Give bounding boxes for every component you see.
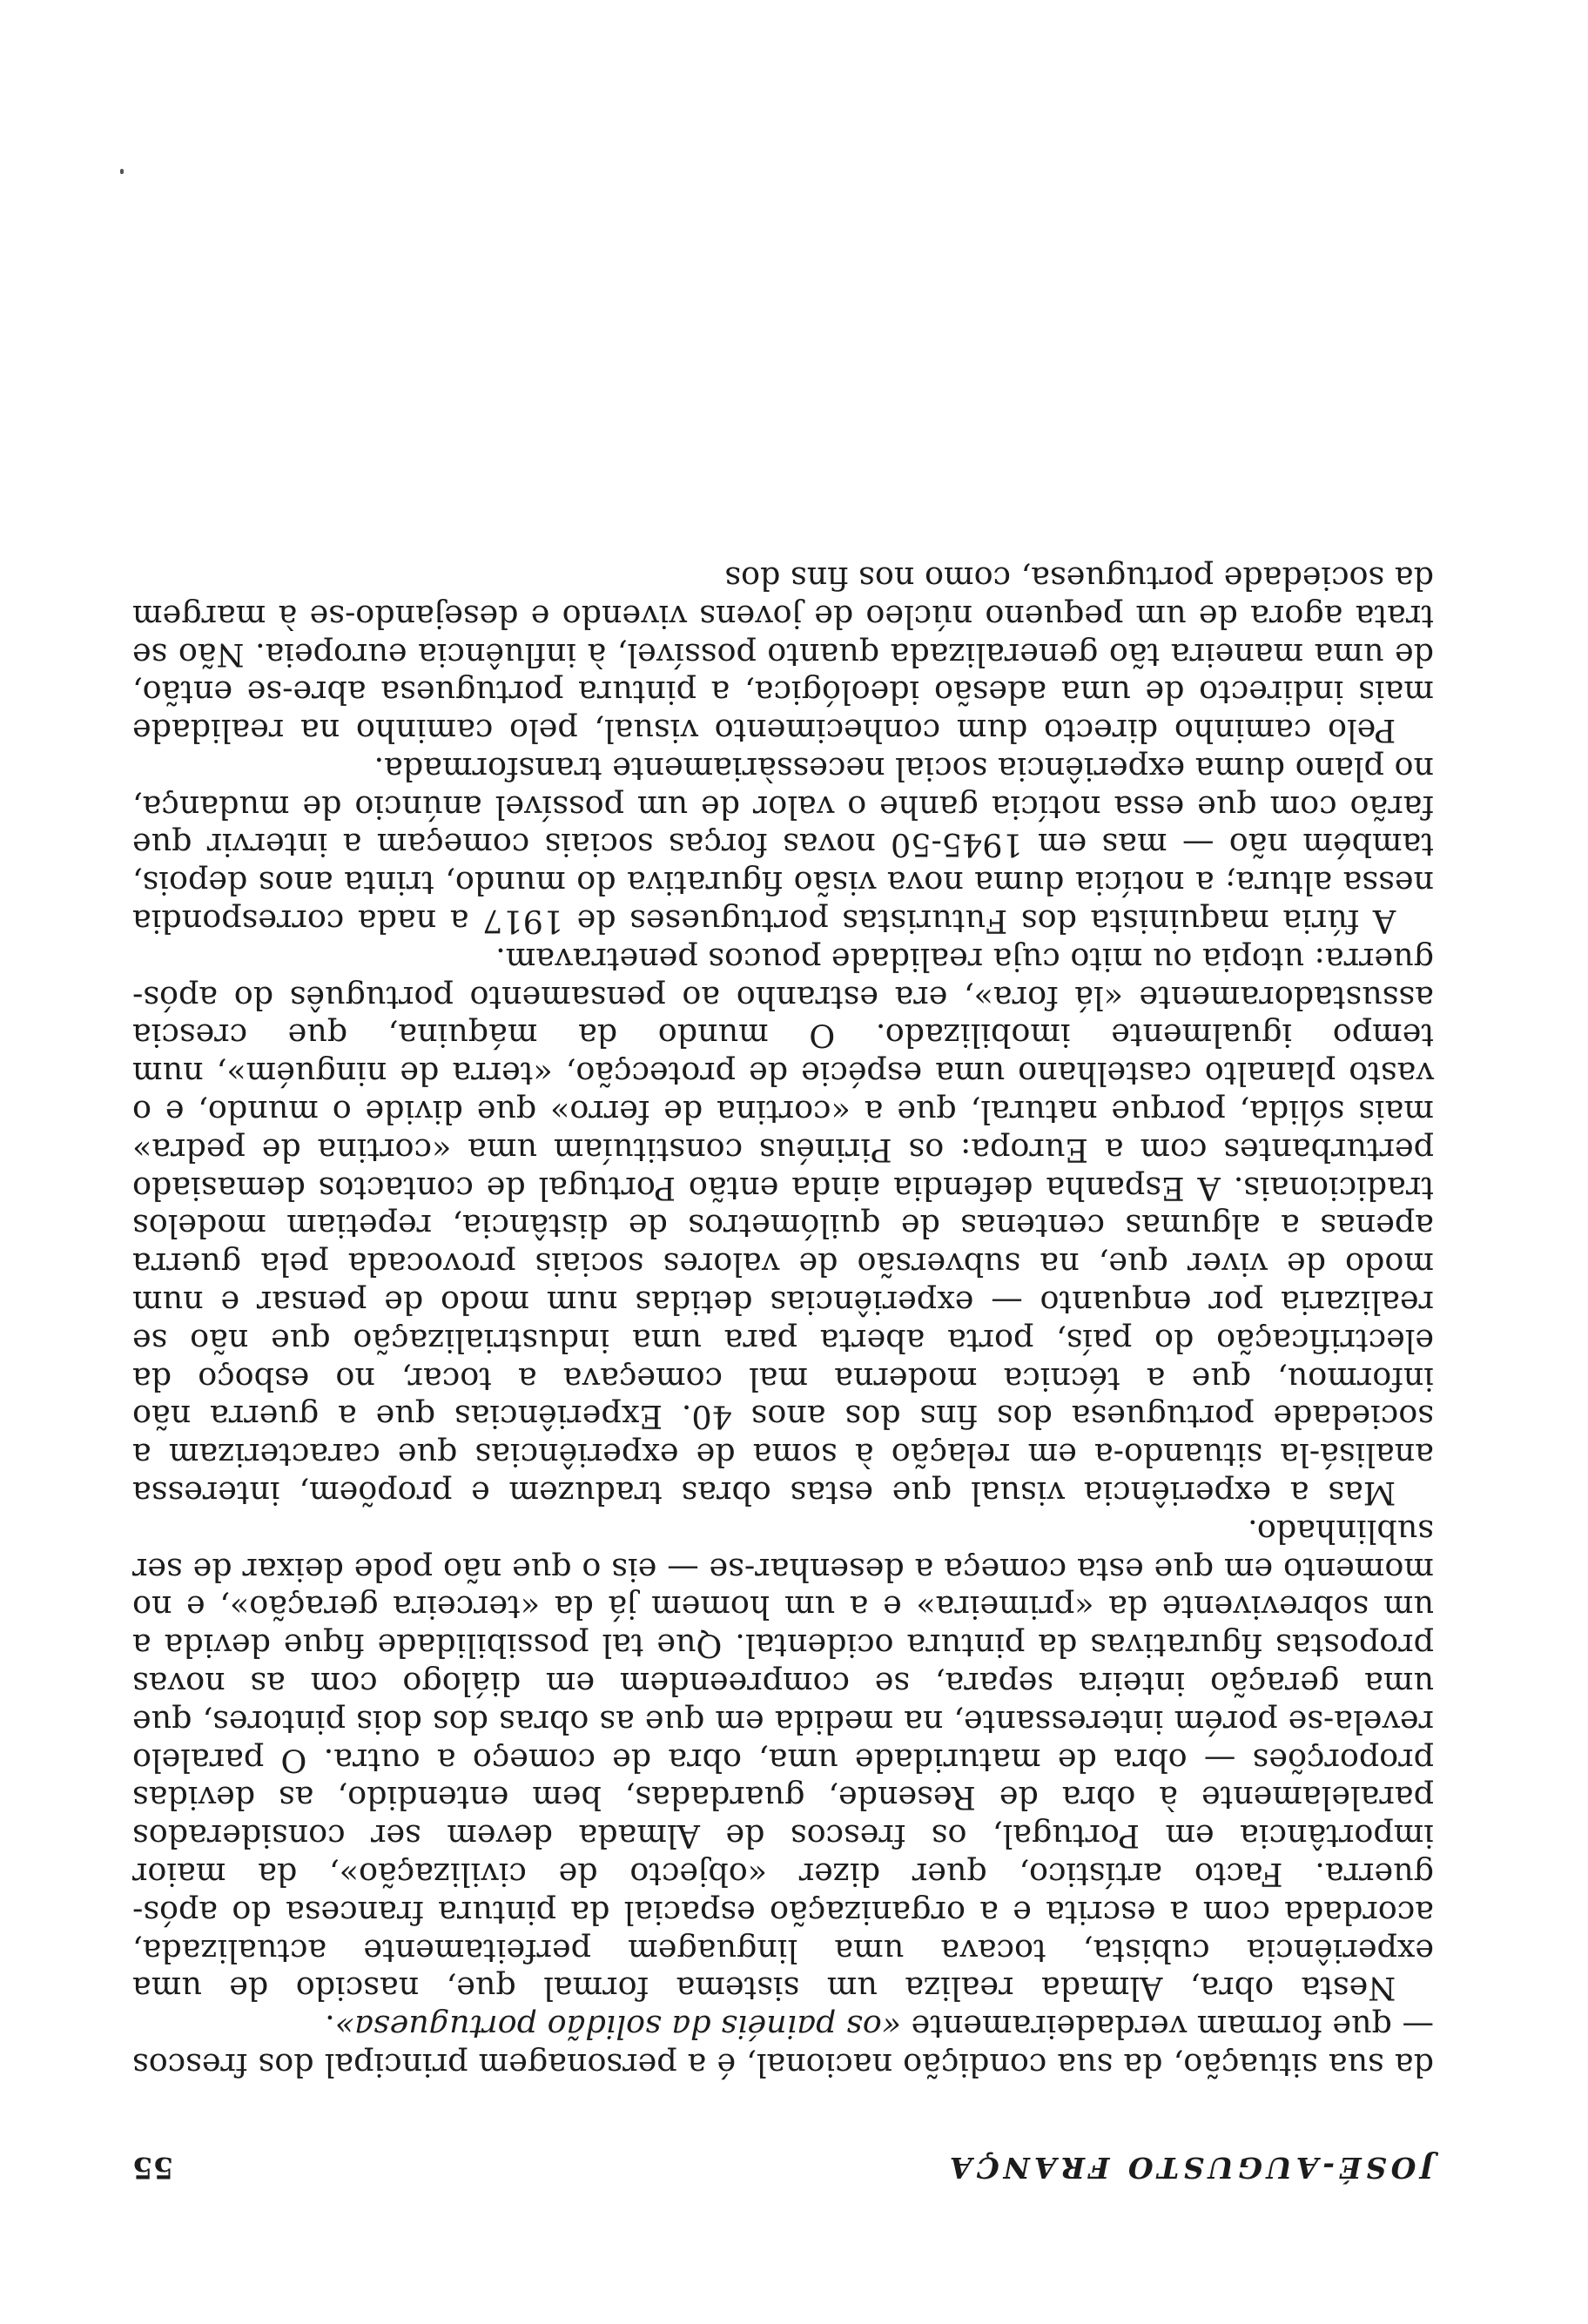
- body-text: [132, 559, 1434, 2084]
- paragraph-3: Mas a experiência visual que estas obras traduzem e propõem, interessa analisá-la situando-a em relação à soma de experiências que caracterizam a sociedade portuguesa dos fins dos anos 40. Experiências que a guerra não informou, que a técnica moderna mal começava a tocar, no esboço da electrificação do país, porta aberta para uma industrialização que não se realizaria por enquanto — experiências detidas num modo de pensar e num modo de viver que, na subversão de valores sociais provocada pela guerra apenas a algumas centenas de quilómetros de distância, repetiam modelos tradicionais. A Espanha defendia ainda então Portugal de contactos demasiado perturbantes com a Europa: os Pirinéus constituíam uma «cortina de pedra» mais sólida, porque natural, que a «cortina de ferro» que divide o mundo, e o vasto planalto castelhano uma espécie de protecção, «terra de ninguém», num tempo igualmente imobilizado. O mundo da máquina, que crescia assustadoramente «lá fora», era estranho ao pensamento português do após-guerra: utopia ou mito cuja realidade poucos penetravam.: [132, 940, 1434, 1513]
- emphasis-quote: «os painéis da solidão portuguesa»: [334, 2008, 902, 2046]
- page-header: [132, 2141, 1434, 2185]
- paragraph-1: [132, 2007, 1434, 2084]
- paragraph-1-text-after: .: [325, 2008, 335, 2046]
- paragraph-1-text-before: da sua situação, da sua condição nacional, é a personagem principal dos frescos — que formam verdadeiramente: [132, 2008, 1434, 2084]
- paragraph-5: Pelo caminho directo dum conhecimento visual, pelo caminho na realidade mais indirecto de uma adesão ideológica, a pintura portuguesa abre-se então, de uma maneira tão generalizada quanto possível, à influência europeia. Não se trata agora de um pequeno núcleo de jovens vivendo e desejando-se à margem da sociedade portuguesa, como nos fins dos: [132, 559, 1434, 750]
- running-head: JOSÉ-AUGUSTO FRANÇA: [945, 2151, 1434, 2185]
- margin-speck: [120, 169, 124, 174]
- paragraph-2: Nesta obra, Almada realiza um sistema formal que, nascido de uma experiência cubista, tocava uma linguagem perfeitamente actualizada, acordada com a escrita e a organização espacial da pintura francesa do após-guerra. Facto artístico, quer dizer «objecto de civilização», da maior importância em Portugal, os frescos de Almada devem ser considerados paralelamente à obra de Resende, guardadas, bem entendido, as devidas proporções — obra de maturidade uma, obra de começo a outra. O paralelo revela-se porém interessante, na medida em que as obras dos dois pintores, que uma geração inteira separa, se compreendem em diálogo com as novas propostas figurativas da pintura ocidental. Que tal possibilidade fique devida a um sobrevivente da «primeira» e a um homem já da «terceira geração», e no momento em que esta começa a desenhar-se — eis o que não pode deixar de ser sublinhado.: [132, 1512, 1434, 2008]
- paragraph-4: A fúria maquinista dos Futuristas portugueses de 1917 a nada correspondia nessa altura; a notícia duma nova visão figurativa do mundo, trinta anos depois, também não — mas em 1945-50 novas forças sociais começam a intervir que farão com que essa notícia ganhe o valor de um possível anúncio de mudança, no plano duma experiência social necessàriamente transformada.: [132, 749, 1434, 941]
- page-number: 55: [132, 2150, 174, 2185]
